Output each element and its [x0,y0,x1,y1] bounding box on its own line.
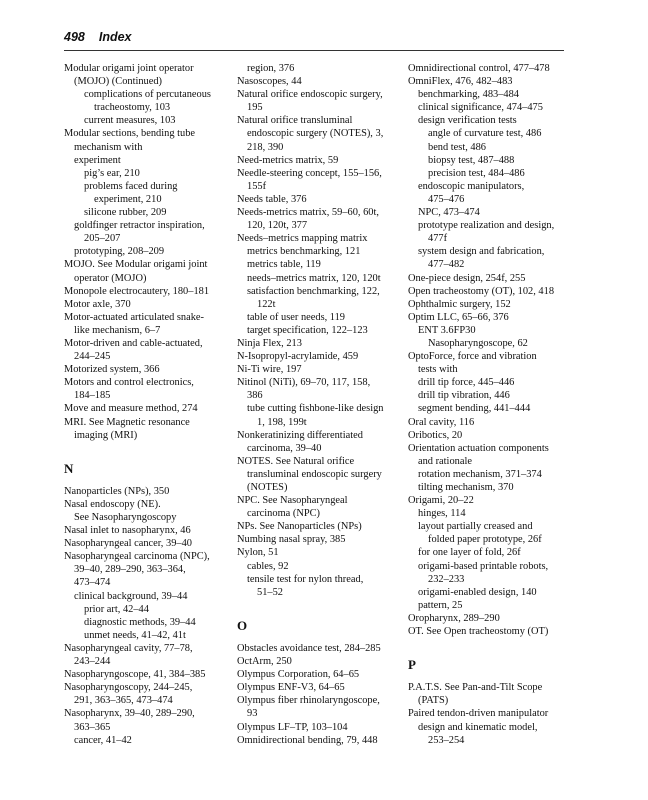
index-entry: (PATS) [418,695,449,707]
index-entry: Olympus LF–TP, 103–104 [237,721,348,733]
index-entry: Paired tendon-driven manipulator [408,708,549,720]
index-entry: Orientation actuation components [408,442,549,454]
index-entry: NOTES. See Natural orifice [237,455,355,467]
index-entry: Nanoparticles (NPs), 350 [64,485,170,497]
index-entry: drill tip force, 445–446 [418,377,515,389]
index-entry: silicone rubber, 209 [84,207,167,219]
index-entry: tensile test for nylon thread, [247,573,364,585]
index-entry: 122t [257,298,276,310]
index-entry: OmniFlex, 476, 482–483 [408,76,513,88]
index-entry: like mechanism, 6–7 [74,324,161,336]
index-entry: Olympus fiber rhinolaryngoscope, [237,695,380,707]
index-entry: Open tracheostomy (OT), 102, 418 [408,285,555,297]
index-entry: tube cutting fishbone-like design [247,403,384,415]
index-entry: Needs-metrics matrix, 59–60, 60t, [237,207,379,219]
index-entry: Nitinol (NiTi), 69–70, 117, 158, [237,377,371,389]
index-entry: tilting mechanism, 370 [418,482,514,493]
index-entry: 232–233 [428,573,465,585]
index-entry: angle of curvature test, 486 [428,128,542,140]
index-entry: Need-metrics matrix, 59 [237,154,339,166]
index-entry: Nasal inlet to nasopharynx, 46 [64,525,191,537]
index-entry: NPs. See Nanoparticles (NPs) [237,521,362,533]
index-entry: 184–185 [74,390,111,402]
index-entry: MRI. See Magnetic resonance [64,416,190,428]
index-entry: endoscopic surgery (NOTES), 3, [247,128,384,140]
index-entry: complications of percutaneous [84,89,211,101]
index-entry: Nasopharyngeal cavity, 77–78, [64,642,193,654]
index-entry: origami-based printable robots, [418,560,549,572]
index-entry: design verification tests [418,115,517,127]
index-entry: satisfaction benchmarking, 122, [247,285,380,297]
index-entry: precision test, 484–486 [428,167,525,179]
index-entry: mechanism with [74,141,143,153]
index-entry: Modular sections, bending tube [64,128,196,140]
index-entry: prototyping, 208–209 [74,246,165,258]
index-entry: carcinoma, 39–40 [247,442,322,454]
index-entry: 155f [247,180,267,192]
index-entry: clinical background, 39–44 [74,590,188,602]
index-entry: 386 [247,390,263,402]
index-entry: MOJO. See Modular origami joint [64,259,208,271]
index-entry: region, 376 [247,63,295,74]
index-entry: 473–474 [74,577,111,589]
index-entry: Nylon, 51 [237,547,279,559]
index-column-3 [408,62,568,747]
index-entry: pattern, 25 [418,599,463,611]
index-entry: Olympus ENF-V3, 64–65 [237,682,345,694]
index-entry: Motor axle, 370 [64,298,131,310]
index-entry: prior art, 42–44 [84,603,149,615]
index-entry: folded paper prototype, 26f [428,534,542,546]
section-letter-heading: P [408,657,416,673]
index-entry: Modular origami joint operator [64,63,194,74]
index-entry: biopsy test, 487–488 [428,154,515,166]
index-entry: problems faced during [84,180,178,192]
index-entry: Numbing nasal spray, 385 [237,534,346,546]
page-number: 498 [64,30,85,44]
index-entry: Nasal endoscopy (NE). [64,498,161,510]
index-entry: 243–244 [74,656,111,668]
index-entry: Nasopharyngoscopy, 244–245, [64,682,193,694]
index-entry: Motor-actuated articulated snake- [64,311,204,323]
index-entry: for one layer of fold, 26f [418,547,521,559]
index-entry: unmet needs, 41–42, 41t [84,629,186,641]
index-entry: Oral cavity, 116 [408,416,475,428]
index-entry: and rationale [418,455,472,467]
index-entry: benchmarking, 483–484 [418,89,519,101]
index-column-1 [64,62,234,747]
index-entry: origami-enabled design, 140 [418,586,537,598]
index-entry: Needs–metrics mapping matrix [237,233,368,245]
index-entry: P.A.T.S. See Pan-and-Tilt Scope [408,682,543,694]
index-entry: Nasoscopes, 44 [237,76,302,88]
index-entry: rotation mechanism, 371–374 [418,468,542,480]
running-head: Index [98,30,132,44]
index-entry: layout partially creased and [418,521,533,533]
index-entry: NPC, 473–474 [418,207,480,219]
index-entry: 120, 120t, 377 [247,220,308,232]
index-entry: bend test, 486 [428,141,487,153]
index-entry: 291, 363–365, 473–474 [74,695,173,707]
index-entry: cancer, 41–42 [74,734,132,746]
index-entry: carcinoma (NPC) [247,508,320,520]
index-entry: segment bending, 441–444 [418,403,531,415]
index-entry: tracheostomy, 103 [94,102,171,114]
index-entry: Oropharynx, 289–290 [408,612,500,624]
index-entry: 39–40, 289–290, 363–364, [74,564,186,576]
index-entry: 218, 390 [247,141,284,153]
index-entry: hinges, 114 [418,508,466,520]
index-entry: drill tip vibration, 446 [418,390,510,402]
index-entry: 205–207 [84,233,121,245]
index-entry: transluminal endoscopic surgery [247,468,382,480]
index-entry: Ophthalmic surgery, 152 [408,298,511,310]
index-entry: Needle-steering concept, 155–156, [237,167,382,179]
index-entry: endoscopic manipulators, [418,180,525,192]
index-entry: One-piece design, 254f, 255 [408,272,526,284]
index-entry: diagnostic methods, 39–44 [84,616,196,628]
index-entry: 253–254 [428,734,465,746]
index-entry: Ninja Flex, 213 [237,337,302,349]
index-entry: Nonkeratinizing differentiated [237,429,363,441]
index-entry: Nasopharyngeal carcinoma (NPC), [64,551,210,563]
index-entry: Motors and control electronics, [64,377,194,389]
index-entry: ENT 3.6FP30 [418,324,476,336]
index-entry: 93 [247,708,258,720]
index-entry: Oribotics, 20 [408,429,463,441]
index-entry: 244–245 [74,351,111,363]
index-entry: 1, 198, 199t [257,416,307,428]
section-letter-heading: N [64,460,74,476]
index-entry: (NOTES) [247,482,288,493]
index-entry: Omnidirectional control, 477–478 [408,63,550,74]
index-entry: N-Isopropyl-acrylamide, 459 [237,351,359,363]
index-entry: target specification, 122–123 [247,324,368,336]
index-entry: operator (MOJO) [74,272,147,284]
index-entry: metrics table, 119 [247,259,321,271]
index-entry: Obstacles avoidance test, 284–285 [237,642,381,654]
index-entry: system design and fabrication, [418,246,545,258]
index-entry: Nasopharyngoscope, 41, 384–385 [64,669,206,681]
index-entry: experiment [74,154,121,166]
index-entry: experiment, 210 [94,193,162,205]
index-entry: 477–482 [428,259,465,271]
index-entry: table of user needs, 119 [247,311,346,323]
index-entry: OT. See Open tracheostomy (OT) [408,626,549,638]
index-entry: prototype realization and design, [418,220,555,232]
index-entry: design and kinematic model, [418,721,538,733]
page-header [64,28,564,51]
index-entry: NPC. See Nasopharyngeal [237,495,348,507]
index-entry: Natural orifice transluminal [237,115,353,127]
index-entry: tests with [418,364,458,376]
index-entry: current measures, 103 [84,115,176,127]
index-entry: pig’s ear, 210 [84,167,140,179]
index-entry: Nasopharynx, 39–40, 289–290, [64,708,195,720]
index-entry: 51–52 [257,586,283,598]
index-entry: OctArm, 250 [237,656,292,668]
index-entry: Natural orifice endoscopic surgery, [237,89,383,101]
index-entry: goldfinger retractor inspiration, [74,220,205,232]
index-entry: Needs table, 376 [237,193,307,205]
index-entry: 475–476 [428,193,465,205]
index-entry: Olympus Corporation, 64–65 [237,669,360,681]
index-entry: 477f [428,233,448,245]
index-column-2 [237,62,405,747]
index-entry: Motorized system, 366 [64,364,160,376]
index-entry: imaging (MRI) [74,429,138,441]
section-letter-heading: O [237,617,248,633]
index-entry: Nasopharyngeal cancer, 39–40 [64,538,192,550]
index-entry: 195 [247,102,263,114]
index-entry: cables, 92 [247,560,289,572]
index-entry: See Nasopharyngoscopy [74,512,177,523]
index-entry: Nasopharyngoscope, 62 [428,337,528,349]
index-entry: (MOJO) (Continued) [74,76,163,88]
index-entry: Ni-Ti wire, 197 [237,364,302,376]
index-entry: Omnidirectional bending, 79, 448 [237,734,378,746]
index-entry: clinical significance, 474–475 [418,102,543,114]
index-entry: 363–365 [74,721,111,733]
index-entry: needs–metrics matrix, 120, 120t [247,272,381,284]
index-entry: OptoForce, force and vibration [408,351,537,363]
index-entry: metrics benchmarking, 121 [247,246,361,258]
index-entry: Monopole electrocautery, 180–181 [64,285,210,297]
index-entry: Motor-driven and cable-actuated, [64,337,203,349]
index-entry: Optim LLC, 65–66, 376 [408,311,509,323]
index-entry: Move and measure method, 274 [64,403,198,415]
index-entry: Origami, 20–22 [408,495,474,507]
